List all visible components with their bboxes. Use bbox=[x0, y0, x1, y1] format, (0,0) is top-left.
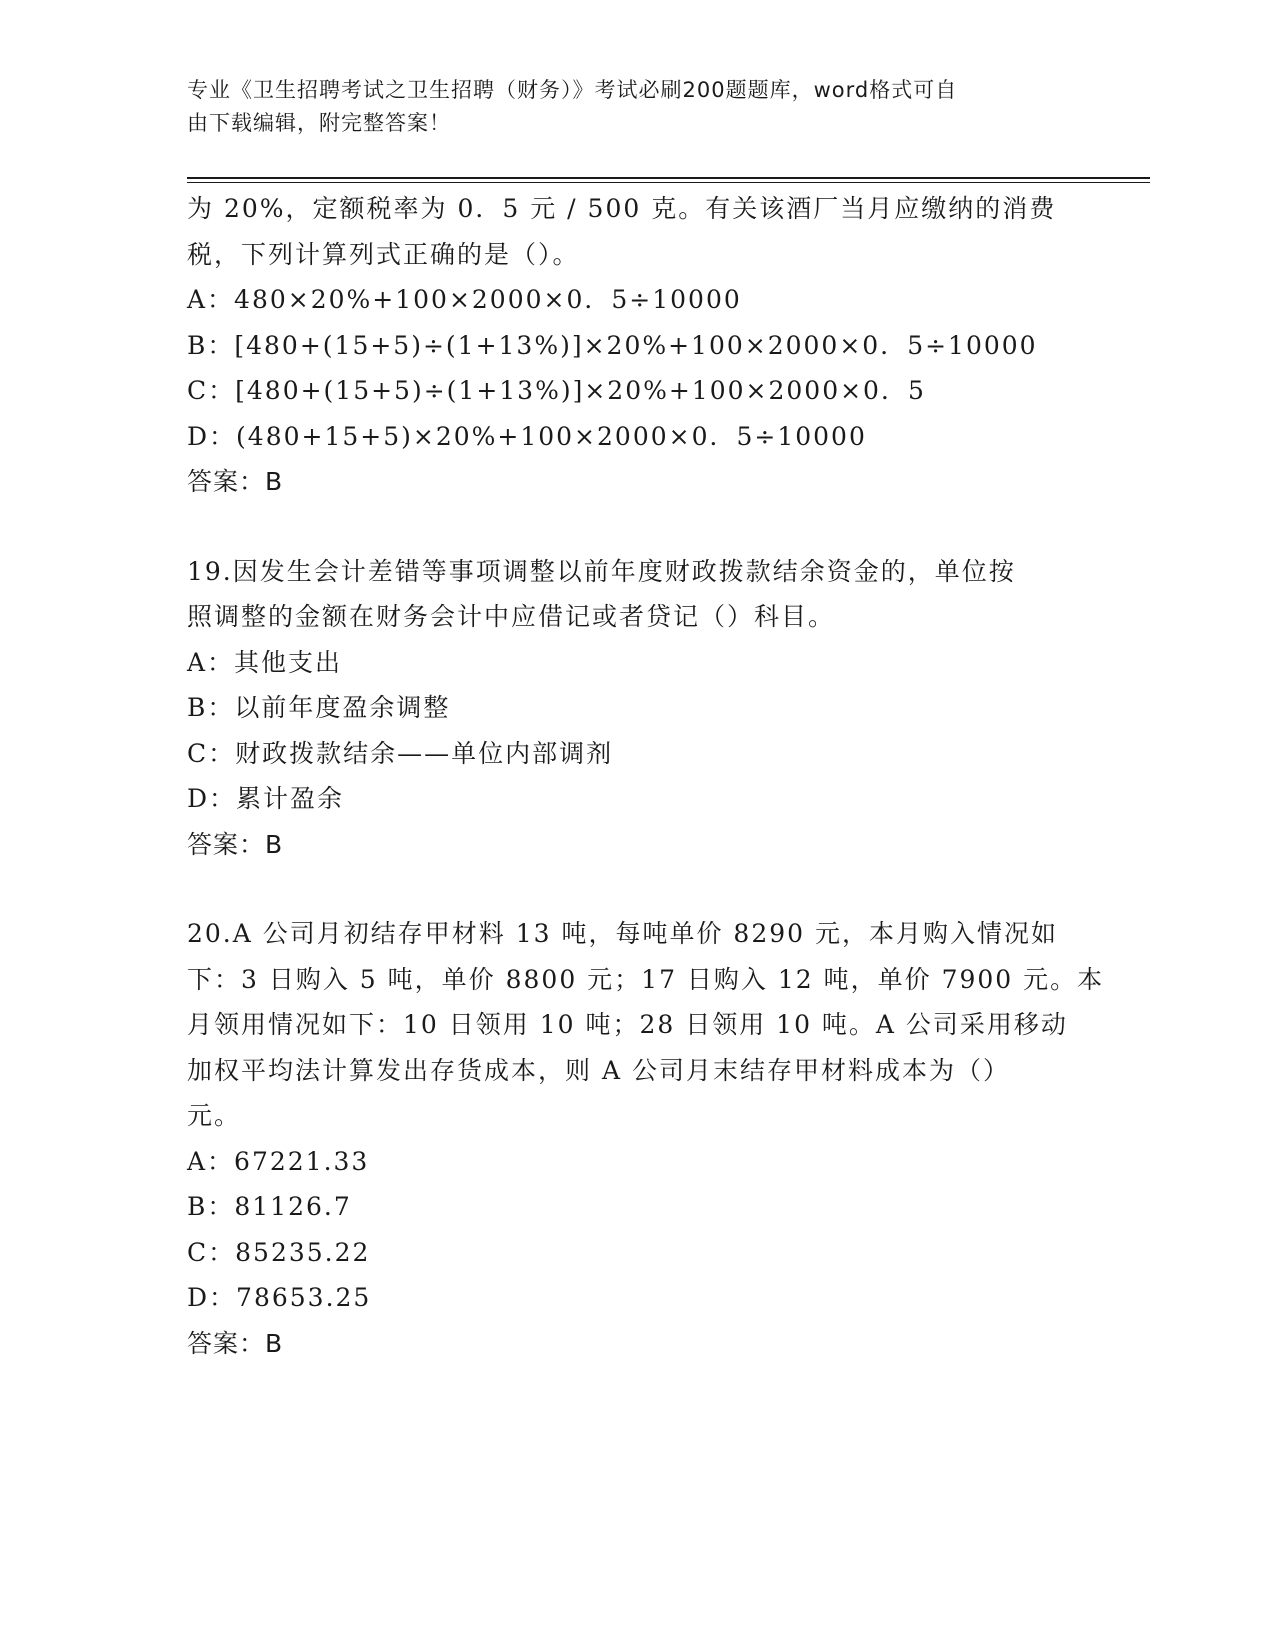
option-a: A：67221.33 bbox=[187, 1146, 370, 1176]
question-stem-line: 加权平均法计算发出存货成本，则 A 公司月末结存甲材料成本为（） bbox=[187, 1055, 1010, 1085]
question-stem-line: 20.A 公司月初结存甲材料 13 吨，每吨单价 8290 元，本月购入情况如 bbox=[187, 919, 1058, 948]
option-b: B：以前年度盈余调整 bbox=[187, 693, 451, 722]
option-d: D：(480+15+5)×20%+100×2000×0．5÷10000 bbox=[187, 421, 867, 451]
option-d: D：累计盈余 bbox=[187, 784, 345, 813]
option-b: B：81126.7 bbox=[187, 1192, 352, 1221]
header-divider-thick bbox=[187, 177, 1150, 179]
option-a: A：480×20%+100×2000×0．5÷10000 bbox=[187, 285, 742, 314]
option-b: B：[480+(15+5)÷(1+13%)]×20%+100×2000×0．5÷10000 bbox=[187, 330, 1038, 360]
question-stem-line: 元。 bbox=[187, 1101, 242, 1130]
answer-line: 答案：B bbox=[187, 1328, 284, 1358]
question-stem-line: 月领用情况如下：10 日领用 10 吨；28 日领用 10 吨。A 公司采用移动 bbox=[187, 1010, 1068, 1039]
question-stem-line: 下：3 日购入 5 吨，单价 8800 元；17 日购入 12 吨，单价 7900 元。本 bbox=[187, 964, 1105, 994]
header-line-2: 由下载编辑，附完整答案！ bbox=[187, 111, 451, 135]
header-line-1: 专业《卫生招聘考试之卫生招聘（财务）》考试必刷200题题库，word格式可自 bbox=[187, 78, 958, 102]
question-stem-line: 税，下列计算列式正确的是（）。 bbox=[187, 239, 580, 269]
header-divider-thin bbox=[187, 182, 1150, 183]
question-stem-line: 照调整的金额在财务会计中应借记或者贷记（）科目。 bbox=[187, 602, 836, 631]
question-20 bbox=[187, 911, 1105, 1366]
option-c: C：85235.22 bbox=[187, 1237, 371, 1267]
option-c: C：财政拨款结余——单位内部调剂 bbox=[187, 738, 614, 768]
question-stem-line: 为 20%，定额税率为 0．5 元 / 500 克。有关该酒厂当月应缴纳的消费 bbox=[187, 194, 1057, 223]
answer-line: 答案：B bbox=[187, 829, 284, 859]
option-c: C：[480+(15+5)÷(1+13%)]×20%+100×2000×0．5 bbox=[187, 376, 926, 405]
question-stem-line: 19.因发生会计差错等事项调整以前年度财政拨款结余资金的，单位按 bbox=[187, 556, 1016, 586]
option-d: D：78653.25 bbox=[187, 1283, 372, 1312]
question-18 bbox=[187, 186, 1087, 505]
document-body bbox=[187, 186, 1105, 1366]
option-a: A：其他支出 bbox=[187, 647, 343, 677]
question-19 bbox=[187, 549, 1087, 868]
answer-line: 答案：B bbox=[187, 467, 284, 496]
page-header bbox=[187, 74, 1067, 140]
